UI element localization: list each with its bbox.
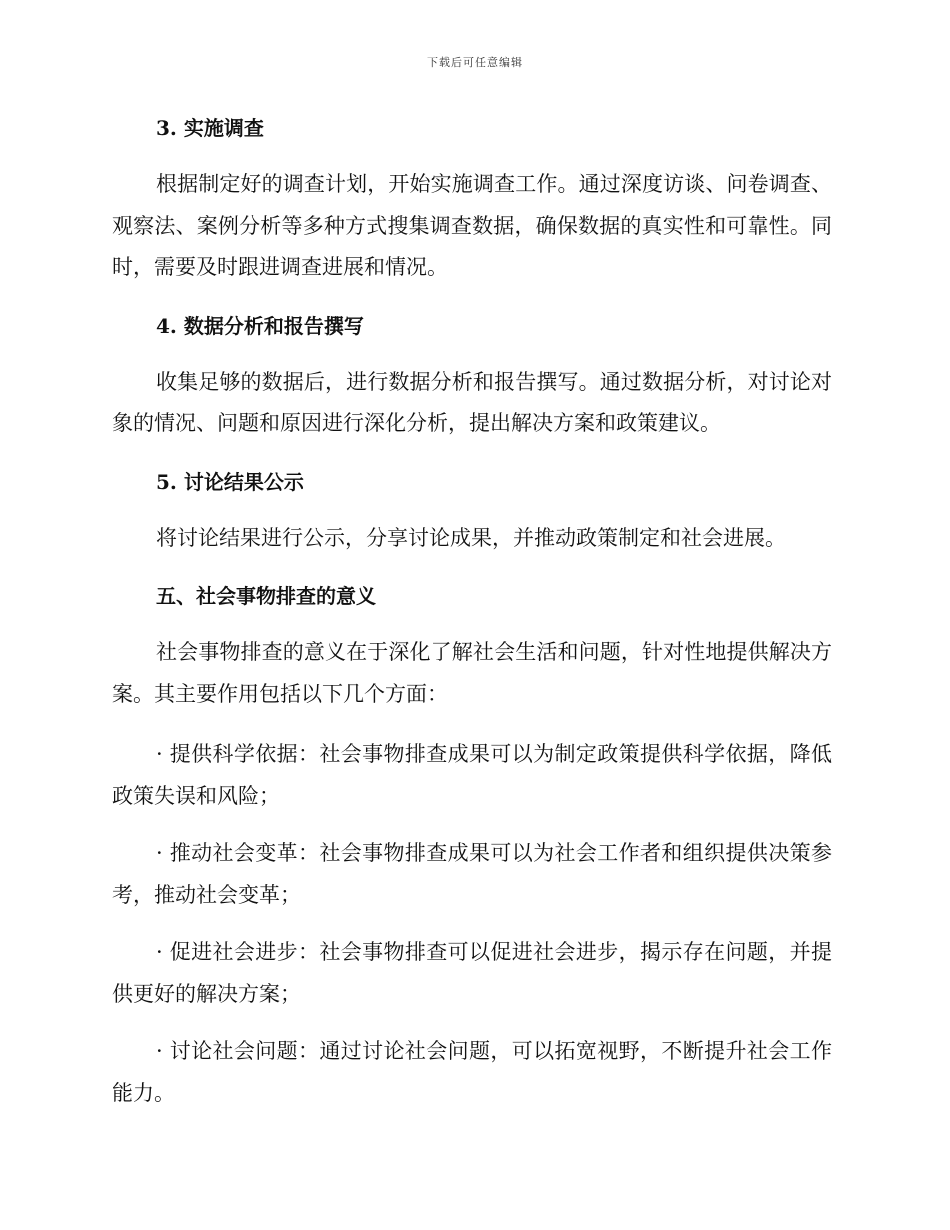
section-heading-significance: 五、社会事物排查的意义 [156,584,376,608]
significance-bullet-list [112,734,832,1114]
page-header: 下载后可任意编辑 [427,56,523,69]
section-heading-implement-survey: 3. 实施调查 [156,116,264,140]
list-item: · 推动社会变革：社会事物排查成果可以为社会工作者和组织提供决策参考，推动社会变革； [112,841,832,907]
section-paragraph-significance: 社会事物排查的意义在于深化了解社会生活和问题，针对性地提供解决方案。其主要作用包括以下几个方面： [112,640,832,706]
document-body [112,110,832,1130]
list-item: · 讨论社会问题：通过讨论社会问题，可以拓宽视野，不断提升社会工作能力。 [112,1039,832,1105]
section-heading-data-analysis: 4. 数据分析和报告撰写 [156,313,364,338]
list-item: · 促进社会进步：社会事物排查可以促进社会进步，揭示存在问题，并提供更好的解决方案； [112,940,832,1006]
section-paragraph-implement-survey: 根据制定好的调查计划，开始实施调查工作。通过深度访谈、问卷调查、观察法、案例分析等多种方式搜集调查数据，确保数据的真实性和可靠性。同时，需要及时跟进调查进展和情况。 [112,172,832,279]
list-item: · 提供科学依据：社会事物排查成果可以为制定政策提供科学依据，降低政策失误和风险； [112,742,832,808]
section-heading-results-publication: 5. 讨论结果公示 [156,469,304,494]
section-paragraph-data-analysis: 收集足够的数据后，进行数据分析和报告撰写。通过数据分析，对讨论对象的情况、问题和原因进行深化分析，提出解决方案和政策建议。 [112,369,832,435]
section-paragraph-results-publication: 将讨论结果进行公示，分享讨论成果，并推动政策制定和社会进展。 [156,525,786,550]
